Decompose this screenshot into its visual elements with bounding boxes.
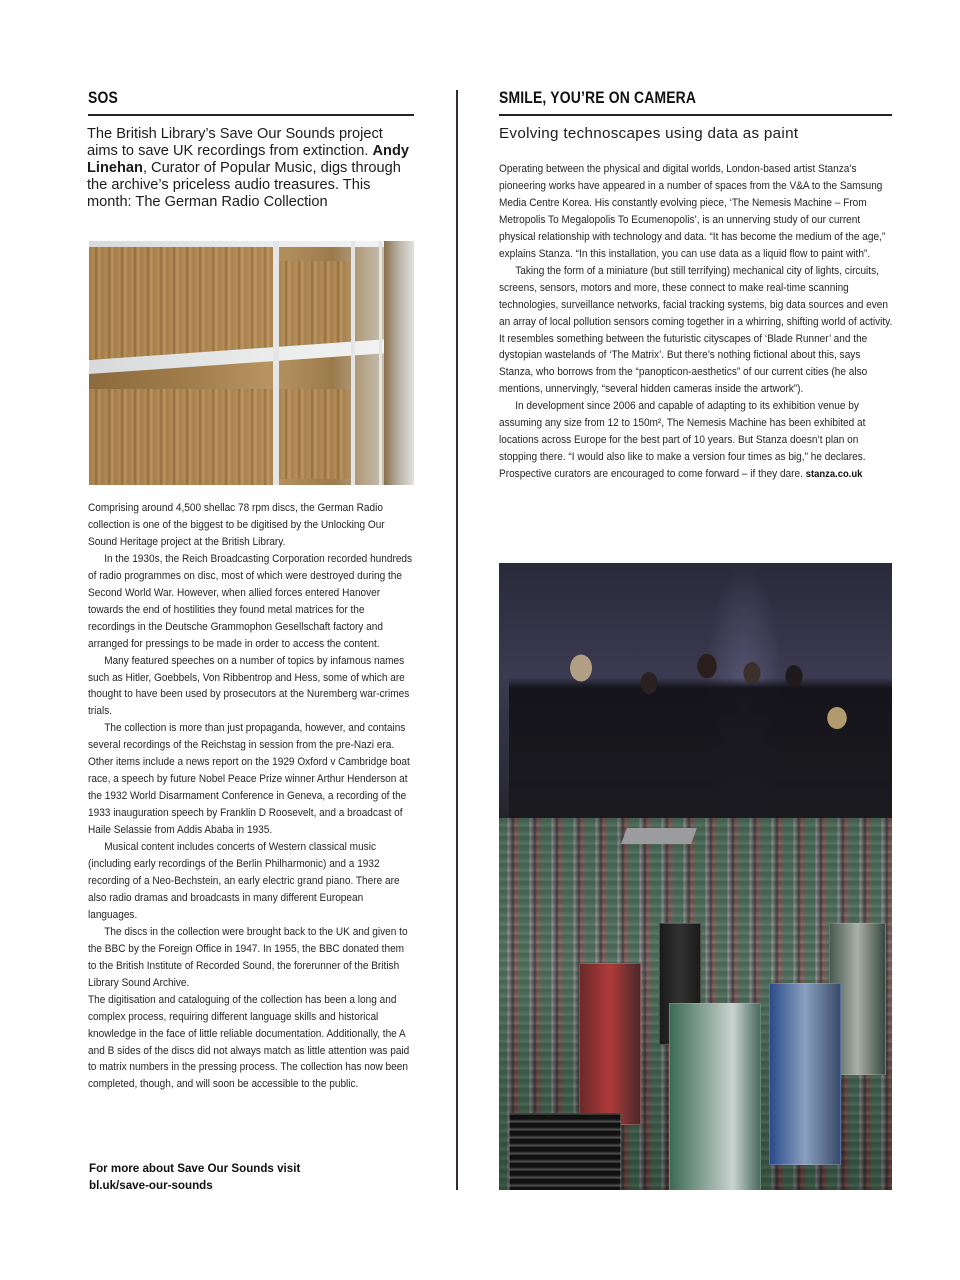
footer-note (89, 1160, 419, 1194)
footer-text: For more about Save Our Sounds visit (89, 1162, 301, 1175)
paragraph (499, 398, 892, 483)
paragraph: The collection is more than just propaganda, however, and contains several recordings of the Reichstag in session from the pre-Nazi era. Other items include a news report on the 1929 Oxford v Cambridge boat race, a speech by future Nobel Peace Prize winner Arthur Henderson at the 1932 World Disarmament Conference in Geneva, a recording of the 1933 inauguration speech by Franklin D Roosevelt, and a broadcast of Haile Selassie from Addis Ababa in 1935. (88, 722, 410, 837)
paragraph: The digitisation and cataloguing of the collection has been a long and complex process, requiring different language skills and historical knowledge in the face of little reliable documentation. Additionally, the A and B sides of the discs did not always match as little attention was paid to matrix numbers in the pressing process. The collection has now been completed, though, and will soon be accessible to the public. (88, 993, 410, 1091)
section-title-camera: SMILE, YOU’RE ON CAMERA (499, 88, 697, 107)
paragraph: Many featured speeches on a number of topics by infamous names such as Hitler, Goebbels, Von Ribbentrop and Hess, some of which are thought to have been used by prosecutors at the Nuremberg war-crimes trials. (88, 654, 410, 718)
archive-shelves-photo (89, 241, 414, 485)
author-name: Andy Linehan (87, 143, 409, 176)
section-title-sos: SOS (88, 88, 118, 107)
standfirst-text: , Curator of Popular Music, digs through the archive’s priceless audio treasures. This month: The German Radio Collection (87, 160, 401, 210)
section-rule (499, 114, 892, 116)
paragraph: Operating between the physical and digital worlds, London-based artist Stanza’s pioneering works have appeared in a number of spaces from the V&A to the Samsung Media Centre Korea. His constantly evolving piece, ‘The Nemesis Machine – From Metropolis To Megalopolis To Ecumenopolis’, is an unnerving study of our current physical relationship with technology and data. “It has become the medium of the age,” explains Stanza. “In this installation, you can use data as a liquid flow to paint with”. (499, 163, 886, 260)
footer-link[interactable]: bl.uk/save-our-sounds (89, 1179, 213, 1192)
article-body (499, 161, 892, 483)
paragraph: In the 1930s, the Reich Broadcasting Corporation recorded hundreds of radio programmes on disc, most of which were destroyed during the Second World War. However, when allied forces entered Hanover towards the end of hostilities they found metal matrices for the recordings in the Deutsche Grammophon Gesellschaft factory and arranged for pressings to be made in order to access the content. (88, 552, 413, 650)
article-body (88, 500, 414, 1093)
stanza-link[interactable]: stanza.co.uk (805, 468, 863, 481)
nemesis-machine-photo (499, 563, 892, 1190)
paragraph-text: In development since 2006 and capable of adapting to its exhibition venue by assuming any size from 12 to 150m², The Nemesis Machine has been exhibited at locations across Europe for the best part of 10 years. But Stanza doesn’t plan on stopping there. “I would also like to make a version four times as big,” he declares. Prospective curators are encouraged to come forward – if they dare. (499, 400, 866, 481)
paragraph: Taking the form of a miniature (but still terrifying) mechanical city of lights, circuits, screens, sensors, motors and more, these connect to make real-time scanning technologies, surveillance networks, facial tracking systems, big data sources and even an array of local pollution sensors coming together in a whirring, shifting world of activity. It resembles something between the futuristic cityscapes of ‘Blade Runner’ and the dystopian wastelands of ‘The Matrix’. But there’s nothing fictional about this, says Stanza, who borrows from the “panopticon-aesthetics” of our current cities (he also mentions, unnervingly, “several hidden cameras inside the artwork”). (499, 264, 893, 396)
paragraph: The discs in the collection were brought back to the UK and given to the BBC by the Foreign Office in 1947. In 1955, the BBC donated them to the British Institute of Recorded Sound, the forerunner of the British Library Sound Archive. (88, 925, 408, 989)
paragraph: Comprising around 4,500 shellac 78 rpm discs, the German Radio collection is one of the biggest to be digitised by the Unlocking Our Sound Heritage project at the British Library. (88, 502, 385, 548)
standfirst (87, 126, 417, 211)
paragraph: Musical content includes concerts of Western classical music (including early recordings of the Berlin Philharmonic) and a 1932 recording of a Neo-Bechstein, an early electric grand piano. There are also radio dramas and broadcasts in many different European languages. (88, 841, 400, 921)
section-rule (88, 114, 414, 116)
standfirst-text: The British Library’s Save Our Sounds project aims to save UK recordings from extinction. (87, 126, 383, 159)
column-divider (456, 90, 458, 1190)
article-subtitle: Evolving technoscapes using data as paint (499, 125, 799, 142)
